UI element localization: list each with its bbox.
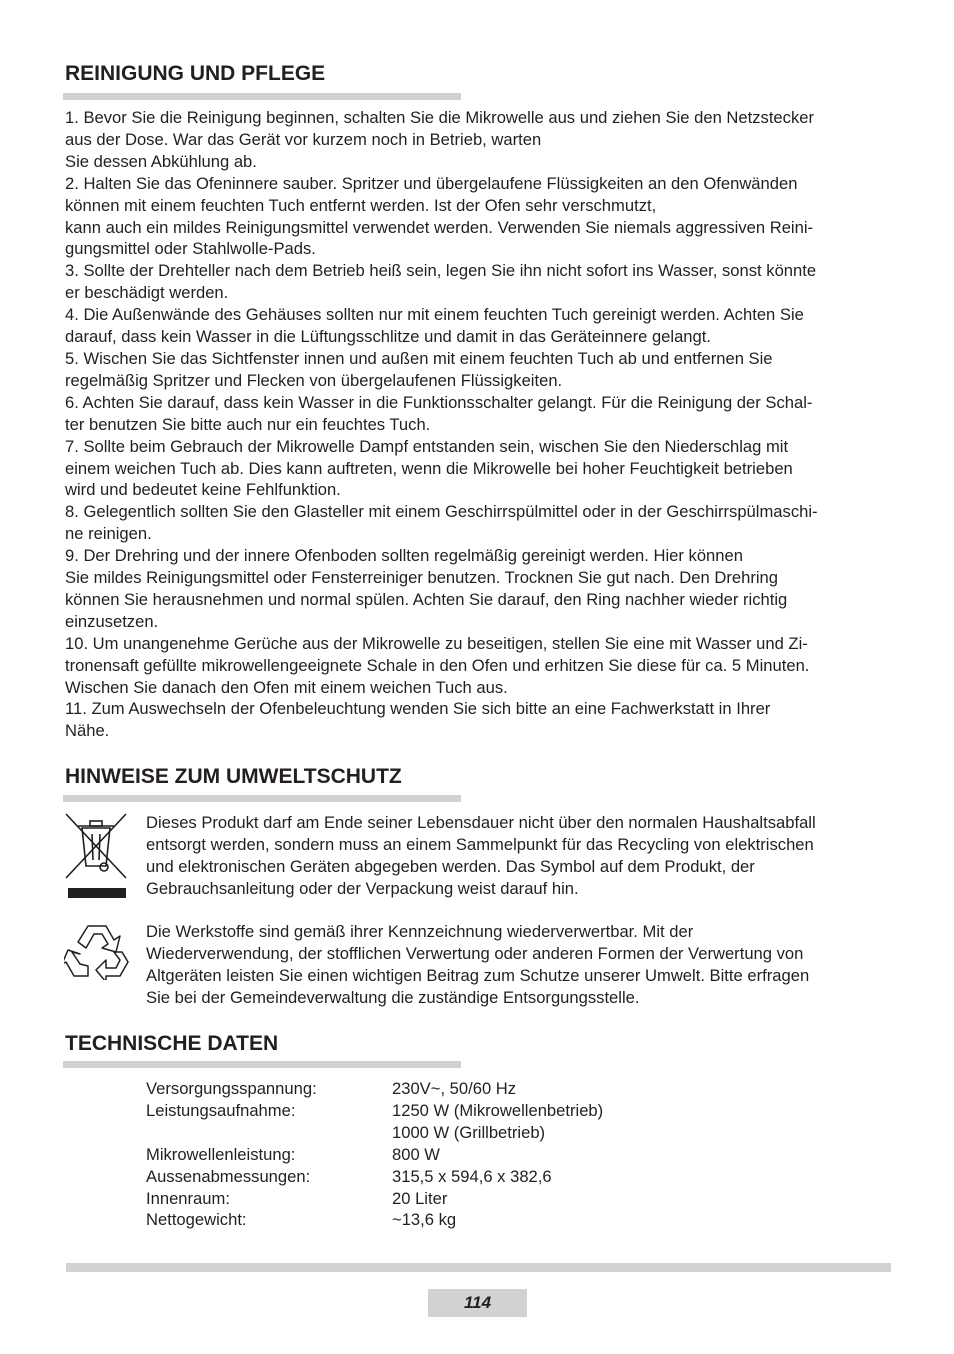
text-line: Dieses Produkt darf am Ende seiner Lebensdauer nicht über den normalen Haushaltsabfall	[146, 813, 816, 832]
spec-label: Aussenabmessungen:	[146, 1166, 311, 1186]
text-line: Wischen Sie danach den Ofen mit einem weichen Tuch aus.	[65, 677, 508, 697]
section-title-cleaning: REINIGUNG UND PFLEGE	[65, 62, 326, 85]
text-line: 2. Halten Sie das Ofeninnere sauber. Spritzer und übergelaufene Flüssigkeiten an den Ofenwänden	[65, 173, 798, 193]
text-line: können Sie herausnehmen und normal spülen. Achten Sie darauf, den Ring nachher wieder richtig	[65, 589, 788, 609]
text-line: 3. Sollte der Drehteller nach dem Betrieb heiß sein, legen Sie ihn nicht sofort ins Wasser, sonst könnte	[65, 261, 817, 281]
text-line: einzusetzen.	[65, 611, 159, 631]
text-line: darauf, dass kein Wasser in die Lüftungsschlitze und damit in das Geräteinnere gelangt.	[65, 327, 711, 347]
table-row	[146, 1209, 603, 1231]
spec-label: Mikrowellenleistung:	[146, 1144, 296, 1164]
text-line: regelmäßig Spritzer und Flecken von übergelaufenen Flüssigkeiten.	[65, 370, 563, 390]
text-line: Sie dessen Abkühlung ab.	[65, 151, 257, 171]
text-line: 6. Achten Sie darauf, dass kein Wasser in die Funktionsschalter gelangt. Für die Reinigung der Schal-	[65, 392, 813, 412]
recycling-text	[146, 921, 896, 1009]
weee-disposal-text	[146, 812, 896, 900]
section-rule-cleaning	[63, 93, 461, 100]
text-line: tronensaft gefüllte mikrowellengeeignete Schale in den Ofen und erhitzen Sie diese für ca. 5 Minuten.	[65, 655, 810, 675]
page-number: 114	[428, 1289, 527, 1317]
text-line: kann auch ein mildes Reinigungsmittel verwendet werden. Verwenden Sie niemals aggressiven Reini-	[65, 217, 814, 237]
spec-value: 1250 W (Mikrowellenbetrieb)	[392, 1100, 604, 1120]
text-line: er beschädigt werden.	[65, 283, 229, 303]
text-line: Wiederverwendung, der stofflichen Verwertung oder anderen Formen der Verwertung von	[146, 943, 804, 963]
spec-value: 230V~, 50/60 Hz	[392, 1079, 517, 1098]
text-line: wird und bedeutet keine Fehlfunktion.	[65, 480, 341, 500]
text-line: 10. Um unangenehme Gerüche aus der Mikrowelle zu beseitigen, stellen Sie eine mit Wasser und Zi-	[65, 633, 808, 653]
text-line: Gebrauchsanleitung oder der Verpackung weist darauf hin.	[146, 878, 579, 898]
text-line: 4. Die Außenwände des Gehäuses sollten nur mit einem feuchten Tuch gereinigt werden. Achten Sie	[65, 305, 804, 325]
table-row	[146, 1144, 603, 1166]
text-line: 5. Wischen Sie das Sichtfenster innen und außen mit einem feuchten Tuch ab und entfernen Sie	[65, 348, 773, 368]
technical-data-table	[146, 1078, 603, 1231]
text-line: gungsmittel oder Stahlwolle-Pads.	[65, 239, 316, 259]
crossed-out-wheelie-bin-icon	[64, 812, 128, 900]
text-line: 8. Gelegentlich sollten Sie den Glasteller mit einem Geschirrspülmittel oder in der Geschirrspülmaschi-	[65, 502, 818, 522]
spec-label: Leistungsaufnahme:	[146, 1100, 296, 1120]
text-line: Sie bei der Gemeindeverwaltung die zuständige Entsorgungsstelle.	[146, 987, 640, 1007]
text-line: ne reinigen.	[65, 524, 152, 544]
text-line: ter benutzen Sie bitte auch nur ein feuchtes Tuch.	[65, 414, 431, 434]
text-line: können mit einem feuchten Tuch entfernt werden. Ist der Ofen sehr verschmutzt,	[65, 195, 657, 215]
text-line: 9. Der Drehring und der innere Ofenboden sollten regelmäßig gereinigt werden. Hier können	[65, 546, 743, 566]
recycling-symbol-icon	[64, 922, 130, 980]
table-row	[146, 1122, 603, 1144]
text-line: aus der Dose. War das Gerät vor kurzem noch in Betrieb, warten	[65, 129, 542, 149]
text-line: Altgeräten leisten Sie einen wichtigen Beitrag zum Schutze unserer Umwelt. Bitte erfragen	[146, 965, 810, 985]
section-rule-specs	[63, 1061, 461, 1068]
spec-value: 20 Liter	[392, 1188, 448, 1208]
text-line: einem weichen Tuch ab. Dies kann auftreten, wenn die Mikrowelle bei hoher Feuchtigkeit betrieben	[65, 458, 793, 478]
footer-rule	[66, 1263, 891, 1272]
spec-label: Innenraum:	[146, 1188, 230, 1208]
text-line: Sie mildes Reinigungsmittel oder Fensterreiniger benutzen. Trocknen Sie gut nach. Den Drehring	[65, 568, 778, 588]
spec-label: Versorgungsspannung:	[146, 1079, 317, 1098]
text-line: 11. Zum Auswechseln der Ofenbeleuchtung wenden Sie sich bitte an eine Fachwerkstatt in Ihrer	[65, 699, 771, 719]
spec-value: ~13,6 kg	[392, 1210, 457, 1230]
text-line: Die Werkstoffe sind gemäß ihrer Kennzeichnung wiederverwertbar. Mit der	[146, 922, 694, 941]
table-row	[146, 1100, 603, 1122]
text-line: und elektronischen Geräten abgegeben werden. Das Symbol auf dem Produkt, der	[146, 856, 755, 876]
text-line: entsorgt werden, sondern muss an einem Sammelpunkt für das Recycling von elektrischen	[146, 834, 814, 854]
text-line: 1. Bevor Sie die Reinigung beginnen, schalten Sie die Mikrowelle aus und ziehen Sie den Netzstecker	[65, 108, 815, 127]
text-line: 7. Sollte beim Gebrauch der Mikrowelle Dampf entstanden sein, wischen Sie den Niederschlag mit	[65, 436, 789, 456]
spec-value: 1000 W (Grillbetrieb)	[392, 1122, 546, 1142]
section-rule-environment	[63, 795, 461, 802]
section-title-environment: HINWEISE ZUM UMWELTSCHUTZ	[65, 765, 402, 788]
table-row	[146, 1078, 603, 1100]
cleaning-instructions	[65, 107, 895, 742]
section-title-specs: TECHNISCHE DATEN	[65, 1032, 279, 1055]
spec-value: 315,5 x 594,6 x 382,6	[392, 1166, 552, 1186]
spec-label: Nettogewicht:	[146, 1210, 247, 1230]
text-line: Nähe.	[65, 721, 110, 741]
table-row	[146, 1188, 603, 1210]
spec-label	[146, 1122, 392, 1144]
table-row	[146, 1166, 603, 1188]
spec-value: 800 W	[392, 1144, 440, 1164]
